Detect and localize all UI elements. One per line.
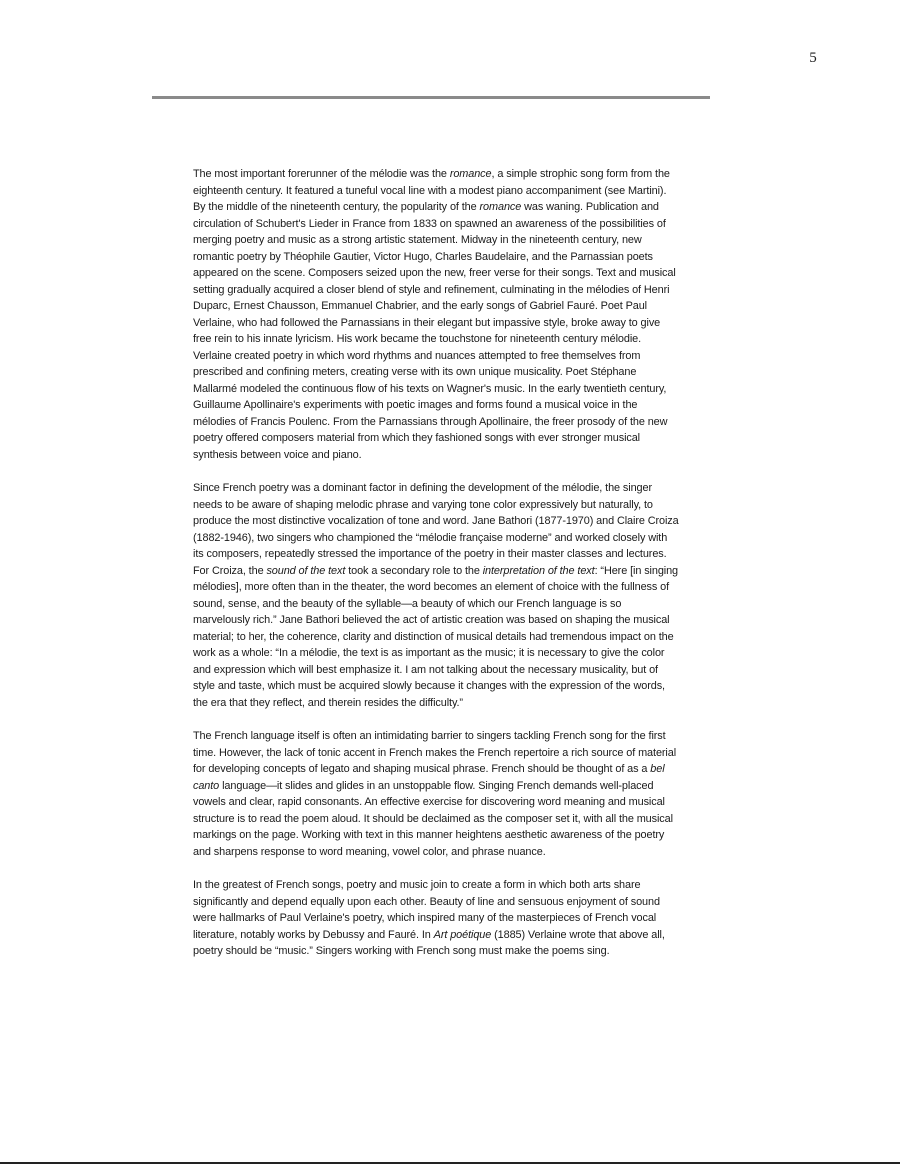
text-run: (1885) Verlaine wrote that above all, poetry should be “music.” Singers working with French song must make the poems sing.: [193, 928, 665, 957]
text-run: was waning. Publication and circulation of Schubert's Lieder in France from 1833 on spawned an awareness of the possibilities of merging poetry and music as a strong artistic statement. Midway in the nineteenth century, new romantic poetry by Théophile Gautier, Victor Hugo, Charles Baudelaire, and the Parnassian poets appeared on the scene. Composers seized upon the new, freer verse for their songs. Text and musical setting gradually acquired a closer blend of style and refinement, culminating in the mélodies of Henri Duparc, Ernest Chausson, Emmanuel Chabrier, and the early songs of Gabriel Fauré. Poet Paul Verlaine, who had followed the Parnassians in their elegant but impassive style, broke away to give free rein to his innate lyricism. His work became the touchstone for nineteenth century mélodie. Verlaine created poetry in which word rhythms and nuances attempted to free themselves from prescribed and confining meters, creating verse with its own unique musicality. Poet Stéphane Mallarmé modeled the continuous flow of his texts on Wagner's music. In the early twentieth century, Guillaume Apollinaire's experiments with poetic images and forms found a musical voice in the mélodies of Francis Poulenc. From the Parnassians through Apollinaire, the freer prosody of the new poetry offered composers material from which they fashioned songs with ever stronger musical synthesis between voice and piano.: [193, 201, 676, 461]
paragraph-2: [193, 480, 679, 711]
text-run: : “Here [in singing mélodies], more often than in the theater, the word becomes an element of choice with the fullness of sound, sense, and the beauty of the syllable—a beauty of which our French language is so marvelously rich.” Jane Bathori believed the act of artistic creation was based on shaping the musical material; to her, the coherence, clarity and distinction of musical details had tremendous impact on the work as a whole: “In a mélodie, the text is as important as the music; it is necessary to give the color and expression which will best emphasize it. I am not talking about the necessary musicality, but of style and taste, which must be acquired slowly because it changes with the expression of the words, the era that they reflect, and therein resides the difficulty.”: [193, 564, 679, 709]
text-run: In the greatest of French songs, poetry and music join to create a form in which both arts share significantly and depend equally upon each other. Beauty of line and sensuous enjoyment of sound were hallmarks of Paul Verlaine's poetry, which inspired many of the masterpieces of French vocal literature, notably works by Debussy and Fauré. In: [193, 879, 660, 941]
paragraph-1: [193, 166, 679, 463]
italic-run: interpretation of the text: [482, 564, 595, 577]
italic-run: romance: [449, 168, 492, 180]
text-run: took a secondary role to the: [345, 564, 483, 577]
page-number: 5: [809, 50, 817, 66]
italic-run: romance: [479, 201, 522, 213]
text-run: language—it slides and glides in an unstoppable flow. Singing French demands well-placed vowels and clear, rapid consonants. An effective exercise for discovering word meaning and musical structure is to read the poem aloud. It should be declaimed as the composer set it, with all the musical markings on the page. Working with text in this manner heightens aesthetic awareness of the poetry and sharpens response to word meaning, vowel color, and phrase nuance.: [193, 779, 673, 858]
italic-run: bel canto: [193, 763, 665, 792]
header-rule: [152, 96, 710, 99]
italic-run: sound of the text: [266, 564, 346, 577]
paragraph-3: [193, 728, 679, 860]
italic-run: Art poétique: [433, 928, 492, 941]
body-text: [193, 166, 679, 977]
text-run: , a simple strophic song form from the eighteenth century. It featured a tuneful vocal line with a modest piano accompaniment (see Martini). By the middle of the nineteenth century, the popularity of the: [193, 168, 670, 213]
text-run: The French language itself is often an intimidating barrier to singers tackling French song for the first time. However, the lack of tonic accent in French makes the French repertoire a rich source of material for developing concepts of legato and shaping musical phrase. French should be thought of as a: [193, 730, 677, 775]
text-run: The most important forerunner of the mélodie was the: [193, 168, 450, 180]
paragraph-4: [193, 877, 679, 960]
text-run: Since French poetry was a dominant factor in defining the development of the mélodie, the singer needs to be aware of shaping melodic phrase and varying tone color expressively but naturally, to produce the most distinctive vocalization of tone and word. Jane Bathori (1877-1970) and Claire Croiza (1882-1946), two singers who championed the “mélodie française moderne” and worked closely with its composers, repeatedly stressed the importance of the poetry in their master classes and lectures. For Croiza, the: [193, 482, 679, 577]
